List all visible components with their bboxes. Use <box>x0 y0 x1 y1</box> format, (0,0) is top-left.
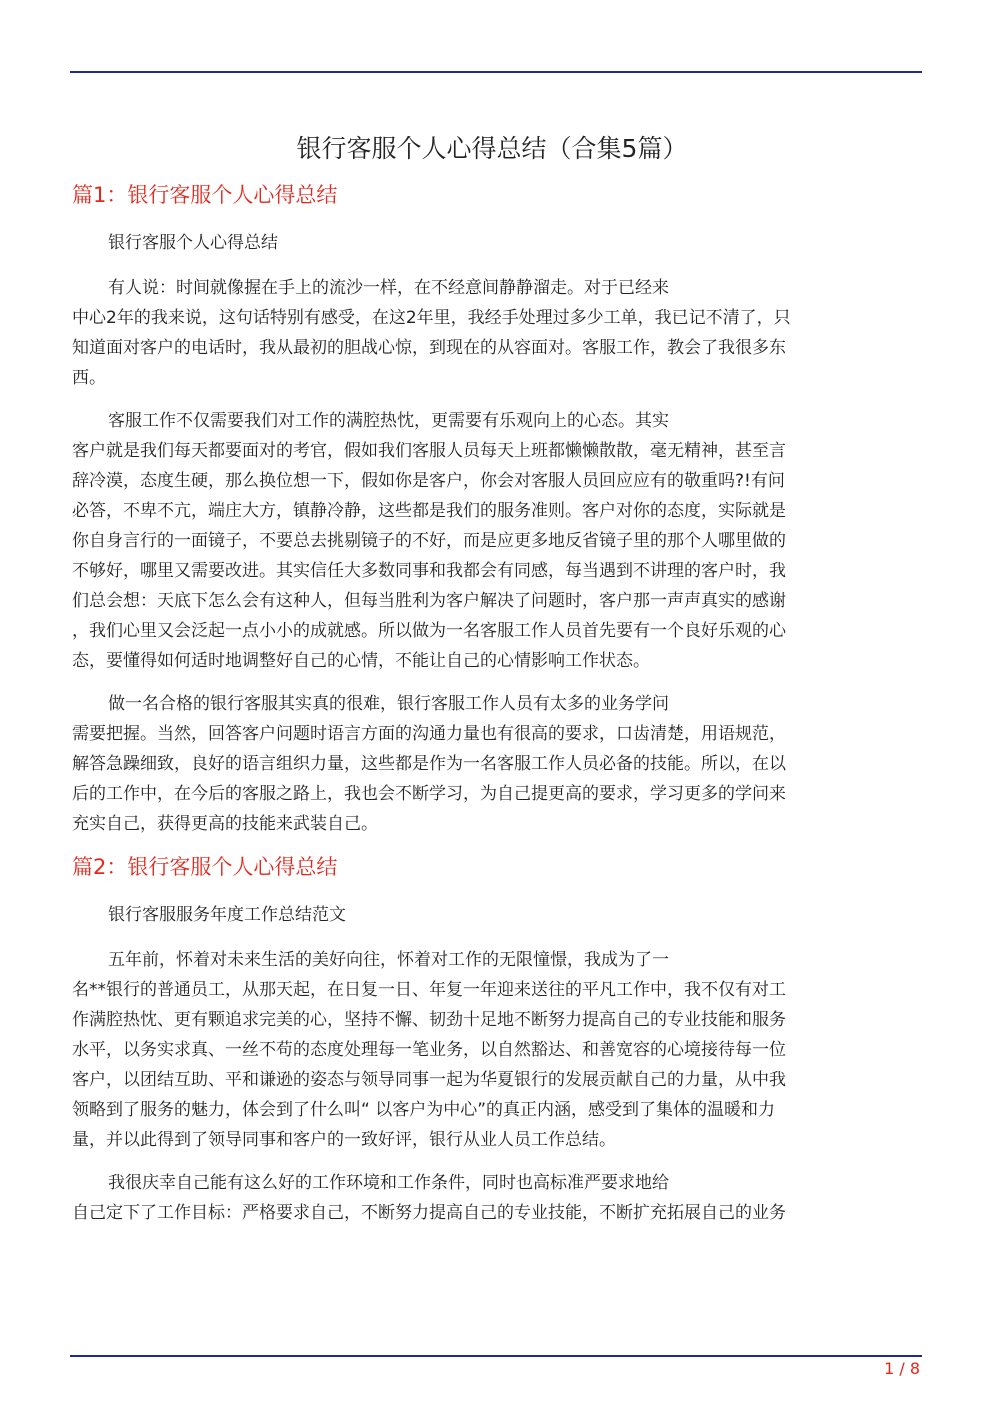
section-heading: 篇2：银行客服个人心得总结 <box>72 855 338 879</box>
footer-rule <box>70 1355 922 1357</box>
paragraph-line: 五年前，怀着对未来生活的美好向往，怀着对工作的无限憧憬，我成为了一 <box>108 950 669 970</box>
paragraph-line: 客户，以团结互助、平和谦逊的姿态与领导同事一起为华夏银行的发展贡献自己的力量，从中我 <box>72 1070 786 1090</box>
paragraph-line: 必答，不卑不亢，端庄大方，镇静冷静，这些都是我们的服务准则。客户对你的态度，实际就是 <box>72 501 786 521</box>
sections-container <box>72 180 912 1228</box>
paragraph-line: 后的工作中，在今后的客服之路上，我也会不断学习，为自己提更高的要求，学习更多的学问来 <box>72 784 786 804</box>
document-title: 银行客服个人心得总结（合集5篇） <box>296 134 688 163</box>
paragraph-line: 们总会想：天底下怎么会有这种人，但每当胜利为客户解决了问题时，客户那一声声真实的感谢 <box>72 591 786 611</box>
paragraph <box>72 1168 912 1228</box>
section-heading: 篇1：银行客服个人心得总结 <box>72 183 338 207</box>
paragraph-line: 作满腔热忱、更有颗追求完美的心，坚持不懈、韧劲十足地不断努力提高自己的专业技能和服务 <box>72 1010 786 1030</box>
section-subtitle: 银行客服服务年度工作总结范文 <box>108 905 346 925</box>
paragraph-line: 解答急躁细致，良好的语言组织力量，这些都是作为一名客服工作人员必备的技能。所以，在以 <box>72 754 786 774</box>
paragraph-line: 充实自己，获得更高的技能来武装自己。 <box>72 814 378 834</box>
paragraph-line: 西。 <box>72 368 106 388</box>
paragraph-line: 量，并以此得到了领导同事和客户的一致好评，银行从业人员工作总结。 <box>72 1130 616 1150</box>
paragraph-line: 客户就是我们每天都要面对的考官，假如我们客服人员每天上班都懒懒散散，毫无精神，甚至言 <box>72 441 786 461</box>
page-indicator: 1 / 8 <box>884 1359 920 1378</box>
paragraph-line: 自己定下了工作目标：严格要求自己，不断努力提高自己的专业技能，不断扩充拓展自己的业务 <box>72 1203 786 1223</box>
paragraph-line: 名**银行的普通员工，从那天起，在日复一日、年复一年迎来送往的平凡工作中，我不仅有对工 <box>72 980 786 1000</box>
document-body <box>72 124 912 1241</box>
paragraph-line: 态，要懂得如何适时地调整好自己的心情，不能让自己的心情影响工作状态。 <box>72 651 650 671</box>
paragraph <box>72 406 912 676</box>
paragraph-line: ，我们心里又会泛起一点小小的成就感。所以做为一名客服工作人员首先要有一个良好乐观的心 <box>72 621 786 641</box>
section-subtitle: 银行客服个人心得总结 <box>108 233 278 253</box>
paragraph-line: 知道面对客户的电话时，我从最初的胆战心惊，到现在的从容面对。客服工作，教会了我很多东 <box>72 338 786 358</box>
paragraph-line: 客服工作不仅需要我们对工作的满腔热忱，更需要有乐观向上的心态。其实 <box>108 411 669 431</box>
paragraph-line: 领略到了服务的魅力，体会到了什么叫“ 以客户为中心”的真正内涵，感受到了集体的温暖和力 <box>72 1100 776 1120</box>
paragraph-line: 做一名合格的银行客服其实真的很难，银行客服工作人员有太多的业务学问 <box>108 694 669 714</box>
paragraph-line: 辞冷漠，态度生硬，那么换位想一下，假如你是客户，你会对客服人员回应应有的敬重吗?!有问 <box>72 471 785 491</box>
paragraph-line: 水平，以务实求真、一丝不苟的态度处理每一笔业务，以自然豁达、和善宽容的心境接待每一位 <box>72 1040 786 1060</box>
paragraph-line: 你自身言行的一面镜子，不要总去挑剔镜子的不好，而是应更多地反省镜子里的那个人哪里做的 <box>72 531 786 551</box>
paragraph-line: 需要把握。当然，回答客户问题时语言方面的沟通力量也有很高的要求，口齿清楚，用语规范， <box>72 724 786 744</box>
paragraph <box>72 945 912 1155</box>
paragraph-line: 不够好，哪里又需要改进。其实信任大多数同事和我都会有同感，每当遇到不讲理的客户时，我 <box>72 561 786 581</box>
paragraph-line: 有人说：时间就像握在手上的流沙一样，在不经意间静静溜走。对于已经来 <box>108 278 669 298</box>
paragraph <box>72 273 912 393</box>
header-rule <box>70 71 922 73</box>
paragraph-line: 中心2年的我来说，这句话特别有感受，在这2年里，我经手处理过多少工单，我已记不清了，只 <box>72 308 791 328</box>
paragraph-line: 我很庆幸自己能有这么好的工作环境和工作条件，同时也高标准严要求地给 <box>108 1173 669 1193</box>
paragraph <box>72 689 912 839</box>
